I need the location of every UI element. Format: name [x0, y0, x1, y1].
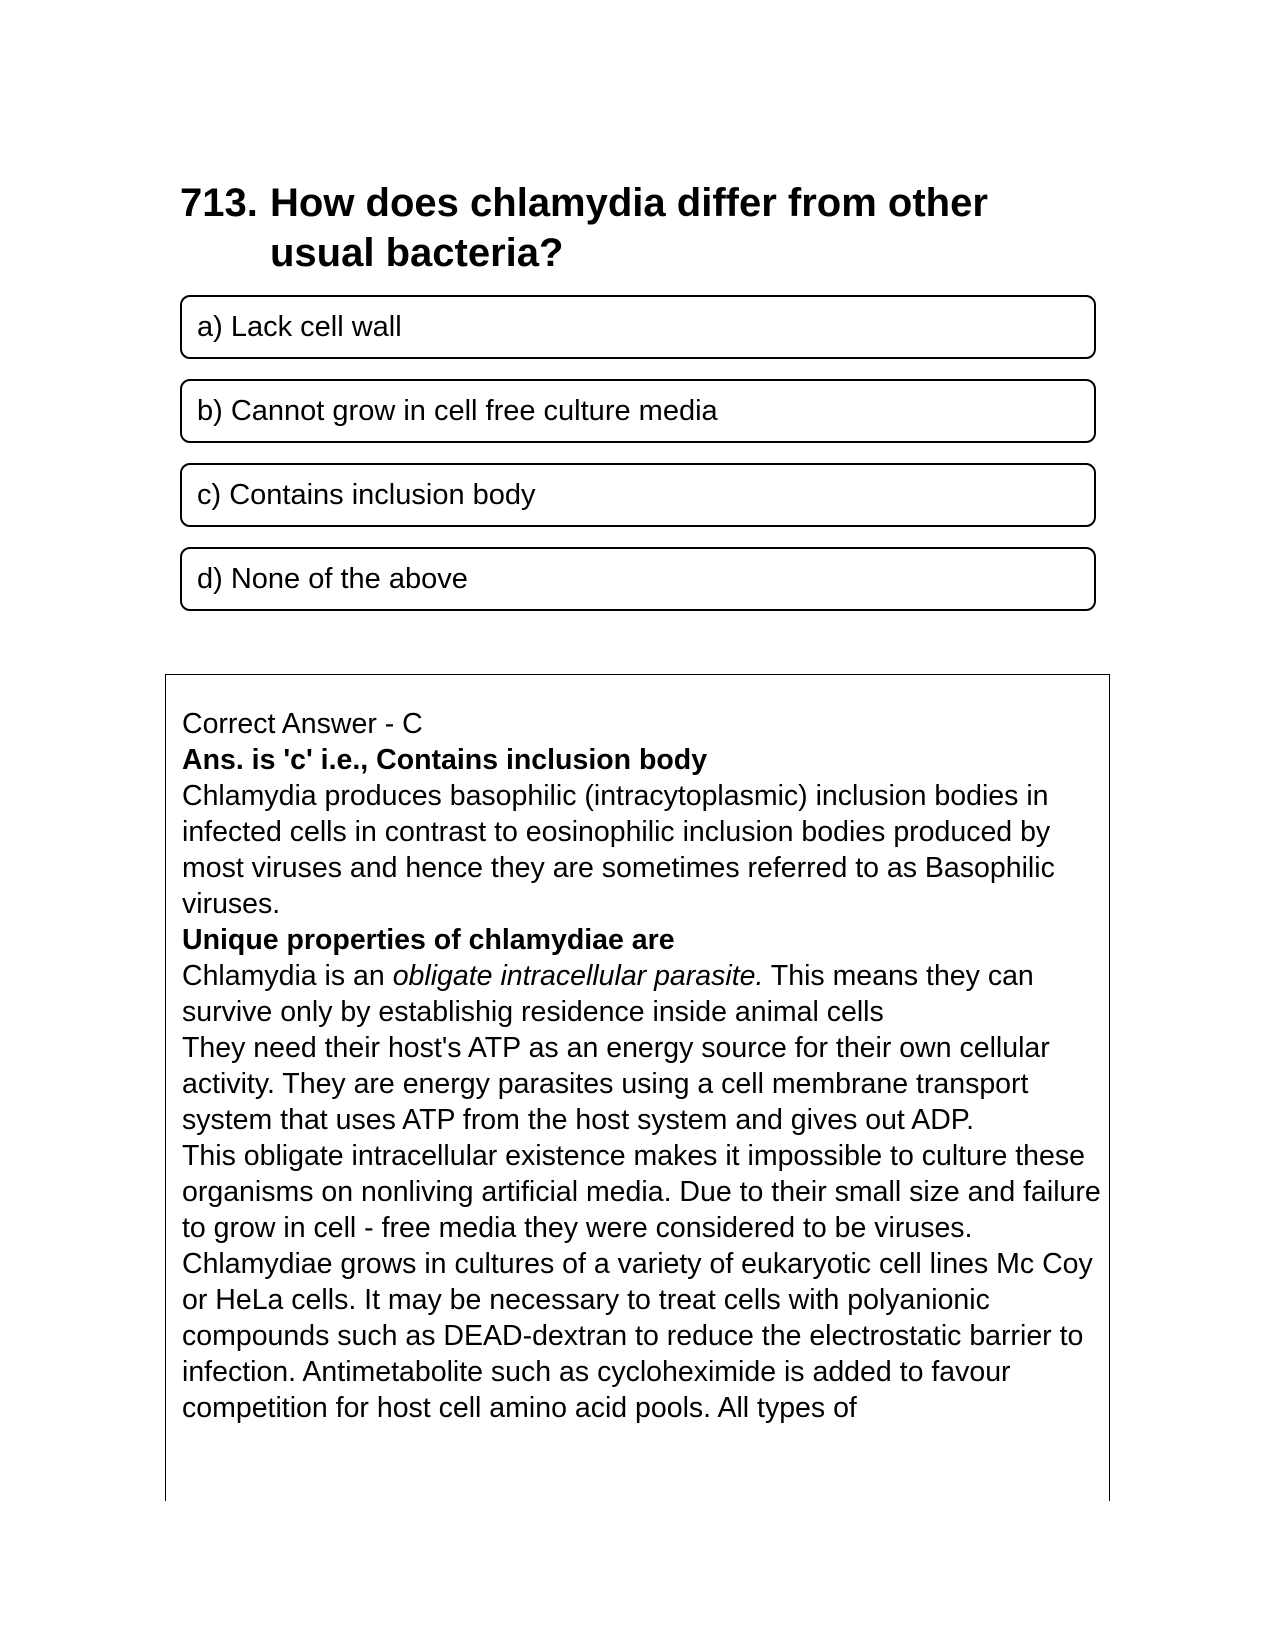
option-c[interactable]: c) Contains inclusion body	[180, 463, 1096, 527]
question-heading	[180, 178, 1080, 278]
bullet-text-italic: obligate intracellular parasite.	[392, 960, 764, 992]
question-text: How does chlamydia differ from other usual bacteria?	[270, 181, 988, 275]
answer-content	[182, 706, 1102, 1426]
answer-heading: Ans. is 'c' i.e., Contains inclusion body	[182, 744, 708, 776]
bullet-text: They need their host's ATP as an energy source for their own cellular activity. They are energy parasites using a cell membrane transport system that uses ATP from the host system and gives out ADP.	[182, 1032, 1050, 1136]
properties-list	[182, 958, 1102, 1426]
answer-intro: Chlamydia produces basophilic (intracytoplasmic) inclusion bodies in infected cells in contrast to eosinophilic inclusion bodies produced by most viruses and hence they are sometimes referred to as Basophilic viruses.	[182, 780, 1055, 920]
properties-heading: Unique properties of chlamydiae are	[182, 924, 675, 956]
answer-explanation-box	[165, 674, 1110, 1501]
question-number: 713.	[180, 181, 258, 225]
bullet-text-prefix: Chlamydia is an	[182, 960, 393, 992]
list-item	[182, 1246, 1102, 1426]
list-item	[182, 958, 1102, 1030]
option-a[interactable]: a) Lack cell wall	[180, 295, 1096, 359]
option-d[interactable]: d) None of the above	[180, 547, 1096, 611]
list-item	[182, 1030, 1102, 1138]
list-item	[182, 1138, 1102, 1246]
correct-answer-label: Correct Answer - C	[182, 708, 423, 740]
bullet-text-suffix: This means they can survive only by establishig residence inside animal cells	[182, 960, 1034, 1028]
option-b[interactable]: b) Cannot grow in cell free culture media	[180, 379, 1096, 443]
bullet-text: Chlamydiae grows in cultures of a variety of eukaryotic cell lines Mc Coy or HeLa cells. It may be necessary to treat cells with polyanionic compounds such as DEAD-dextran to reduce the electrostatic barrier to infection. Antimetabolite such as cycloheximide is added to favour competition for host cell amino acid pools. All types of	[182, 1248, 1093, 1424]
bullet-text: This obligate intracellular existence makes it impossible to culture these organisms on nonliving artificial media. Due to their small size and failure to grow in cell - free media they were considered to be viruses.	[182, 1140, 1101, 1244]
